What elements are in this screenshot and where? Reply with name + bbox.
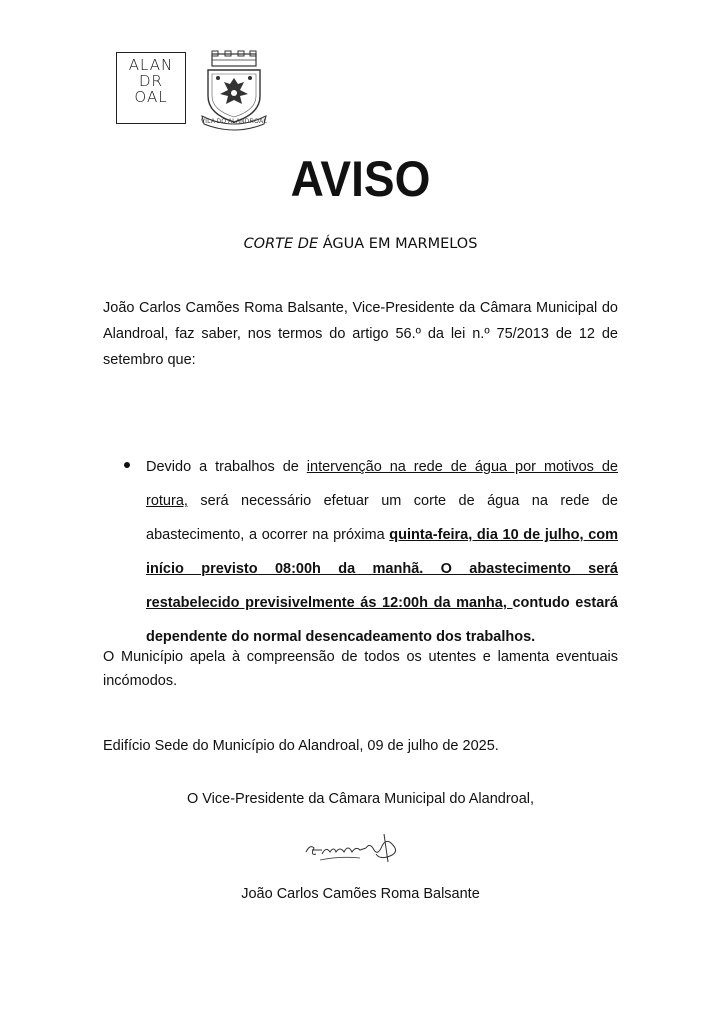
bullet-text-underlined: intervenção na rede de água por motivos de rotura, xyxy=(146,459,619,509)
appeal-paragraph: O Município apela à compreensão de todos os utentes e lamenta eventuais incómodos. xyxy=(103,649,618,689)
logo-line-1: ALAN xyxy=(128,56,174,74)
subtitle-italic: CORTE DE xyxy=(243,236,319,252)
bullet-text-1: Devido a trabalhos de xyxy=(146,459,307,475)
subtitle xyxy=(0,236,721,252)
place-date: Edifício Sede do Município do Alandroal, 09 de julho de 2025. xyxy=(103,738,499,754)
signature-icon xyxy=(300,822,412,872)
crest-label: VILA DO ALANDROAL xyxy=(200,119,268,125)
bullet-paragraph xyxy=(146,450,618,654)
subtitle-regular: ÁGUA EM MARMELOS xyxy=(318,236,478,252)
bullet-text-schedule: quinta-feira, dia 10 de julho, com início previsto 08:00h da manhã. O abastecimento será restabelecido previsivelmente ás 12:00h da manha, xyxy=(146,527,619,611)
logo-line-2: DR xyxy=(139,72,163,90)
logo-line-3: OAL xyxy=(134,88,168,106)
bullet-text-dependency: contudo estará dependente do normal desencadeamento dos trabalhos. xyxy=(146,595,618,645)
bullet-text-3: será necessário efetuar um corte de água na rede de abastecimento, a ocorrer na próxima xyxy=(146,493,618,543)
signer-name: João Carlos Camões Roma Balsante xyxy=(241,886,480,902)
alandroal-logo xyxy=(116,52,186,124)
intro-paragraph: João Carlos Camões Roma Balsante, Vice-Presidente da Câmara Municipal do Alandroal, faz saber, nos termos do artigo 56.º da lei n.º 75/2013 de 12 de setembro que: xyxy=(103,300,618,368)
page-title: AVISO xyxy=(290,151,431,207)
bullet-icon xyxy=(124,462,130,468)
closing-line: O Vice-Presidente da Câmara Municipal do Alandroal, xyxy=(186,791,535,807)
